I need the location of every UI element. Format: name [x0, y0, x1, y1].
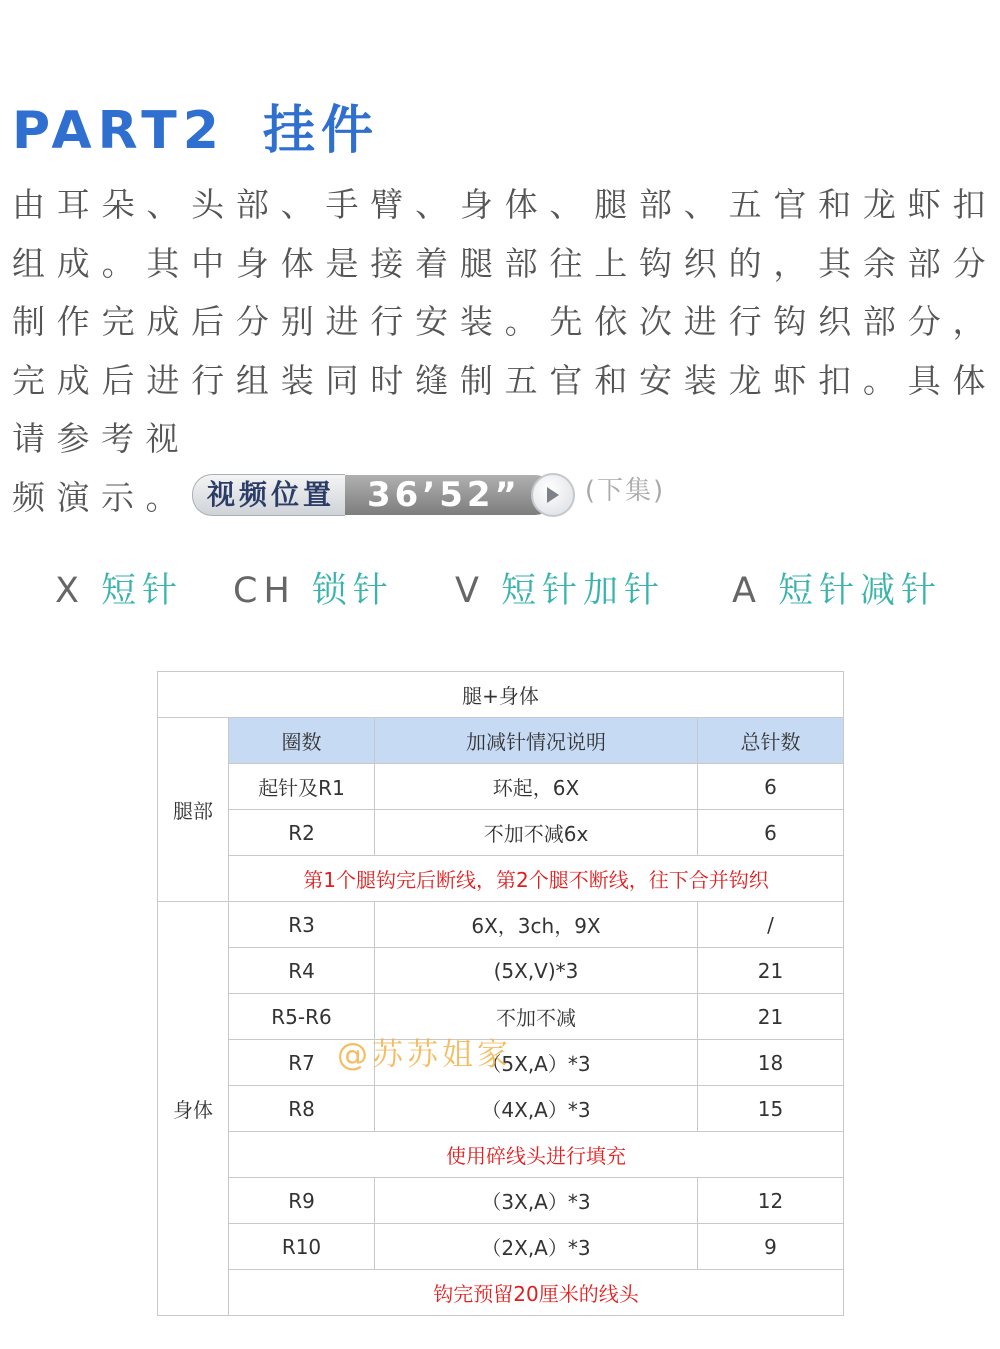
video-position-label: 视频位置: [192, 474, 345, 516]
intro-paragraph: [12, 176, 997, 528]
legend-name: 短针减针: [777, 571, 942, 611]
round-cell: R3: [229, 902, 375, 948]
description-cell: (5X,V)*3: [375, 948, 698, 994]
legend-item-v: [455, 566, 665, 616]
description-cell: 不加不减: [375, 994, 698, 1040]
legend-name: 短针: [100, 571, 183, 611]
round-cell: R9: [229, 1178, 375, 1224]
legend-symbol: X: [55, 571, 85, 611]
round-cell: R7: [229, 1040, 375, 1086]
round-cell: R5-R6: [229, 994, 375, 1040]
column-header-description: 加减针情况说明: [375, 718, 698, 764]
page-heading: [12, 98, 379, 164]
table-row: [158, 856, 844, 902]
legend-item-ch: [233, 566, 394, 616]
table-row: [158, 764, 844, 810]
table-row: [158, 1224, 844, 1270]
table-row: [158, 948, 844, 994]
total-cell: 9: [698, 1224, 844, 1270]
legend-symbol: A: [732, 571, 762, 611]
legend-item-a: [732, 566, 942, 616]
video-part-note: (下集): [584, 475, 666, 506]
play-icon[interactable]: [531, 473, 575, 517]
table-row: [158, 1270, 844, 1316]
table-row: [158, 1132, 844, 1178]
round-cell: R10: [229, 1224, 375, 1270]
description-cell: 环起，6X: [375, 764, 698, 810]
description-cell: （3X,A）*3: [375, 1178, 698, 1224]
note-cell: 使用碎线头进行填充: [229, 1132, 844, 1178]
legend-symbol: CH: [233, 571, 296, 611]
description-cell: 不加不减6x: [375, 810, 698, 856]
total-cell: 15: [698, 1086, 844, 1132]
round-cell: R2: [229, 810, 375, 856]
video-position-badge[interactable]: [192, 473, 599, 517]
table-row: [158, 1178, 844, 1224]
column-header-rounds: 圈数: [229, 718, 375, 764]
round-cell: R8: [229, 1086, 375, 1132]
table-row: [158, 1086, 844, 1132]
description-cell: （2X,A）*3: [375, 1224, 698, 1270]
description-cell: （5X,A）*3: [375, 1040, 698, 1086]
legend-name: 锁针: [311, 571, 394, 611]
table-row: [158, 902, 844, 948]
description-cell: 6X，3ch，9X: [375, 902, 698, 948]
intro-text: 由耳朵、头部、手臂、身体、腿部、五官和龙虾扣组成。其中身体是接着腿部往上钩织的，其余部分制作完成后分别进行安装。先依次进行钩织部分，完成后进行组装同时缝制五官和安装龙虾扣。具体请参考视: [12, 185, 997, 458]
round-cell: R4: [229, 948, 375, 994]
note-cell: 钩完预留20厘米的线头: [229, 1270, 844, 1316]
part-label: PART2: [12, 101, 225, 161]
watermark: @苏苏姐家: [337, 1037, 512, 1073]
pattern-table: [157, 671, 844, 1316]
stitch-legend: [0, 566, 1000, 616]
total-cell: 21: [698, 948, 844, 994]
round-cell: 起针及R1: [229, 764, 375, 810]
total-cell: /: [698, 902, 844, 948]
table-title: 腿+身体: [158, 672, 844, 718]
legend-item-x: [55, 566, 183, 616]
section-label-legs: 腿部: [158, 718, 229, 902]
note-cell: 第1个腿钩完后断线，第2个腿不断线，往下合并钩织: [229, 856, 844, 902]
table-row: [158, 718, 844, 764]
pattern-table-wrapper: [157, 671, 844, 1316]
total-cell: 21: [698, 994, 844, 1040]
table-title-row: [158, 672, 844, 718]
legend-name: 短针加针: [500, 571, 665, 611]
column-header-total: 总针数: [698, 718, 844, 764]
total-cell: 6: [698, 764, 844, 810]
total-cell: 12: [698, 1178, 844, 1224]
total-cell: 6: [698, 810, 844, 856]
table-row: [158, 810, 844, 856]
intro-text-end: 频演示。: [12, 477, 190, 517]
legend-symbol: V: [455, 571, 485, 611]
total-cell: 18: [698, 1040, 844, 1086]
video-timestamp: 36’52”: [345, 475, 555, 515]
section-title: 挂件: [262, 101, 379, 161]
section-label-body: 身体: [158, 902, 229, 1316]
description-cell: （4X,A）*3: [375, 1086, 698, 1132]
